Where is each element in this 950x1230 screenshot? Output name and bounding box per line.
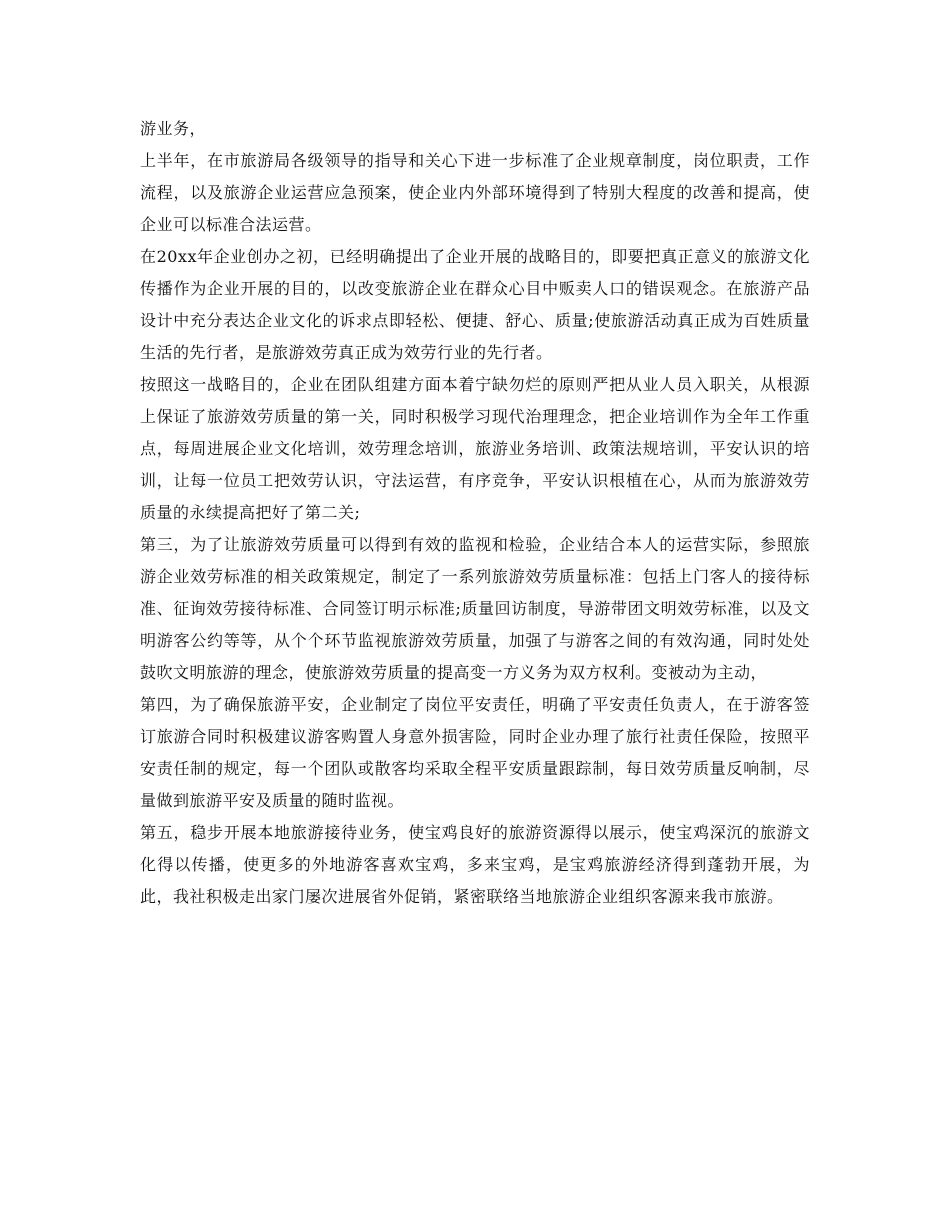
paragraph: 在20xx年企业创办之初，已经明确提出了企业开展的战略目的，即要把真正意义的旅游文化传播作为企业开展的目的，以改变旅游企业在群众心目中贩卖人口的错误观念。在旅游产品设计中充分表达企业文化的诉求点即轻松、便捷、舒心、质量;使旅游活动真正成为百姓质量生活的先行者，是旅游效劳真正成为效劳行业的先行者。 <box>140 247 810 362</box>
paragraph: 按照这一战略目的，企业在团队组建方面本着宁缺勿烂的原则严把从业人员入职关，从根源上保证了旅游效劳质量的第一关，同时积极学习现代治理理念，把企业培训作为全年工作重点，每周进展企业文化培训，效劳理念培训，旅游业务培训、政策法规培训，平安认识的培训，让每一位员工把效劳认识，守法运营，有序竞争，平安认识根植在心，从而为旅游效劳质量的永续提高把好了第二关; <box>140 375 810 522</box>
paragraph: 第五，稳步开展本地旅游接待业务，使宝鸡良好的旅游资源得以展示，使宝鸡深沉的旅游文化得以传播，使更多的外地游客喜欢宝鸡，多来宝鸡，是宝鸡旅游经济得到蓬勃开展，为此，我社积极走出家门屡次进展省外促销，紧密联络当地旅游企业组织客源来我市旅游。 <box>140 823 810 906</box>
paragraph: 第四，为了确保旅游平安，企业制定了岗位平安责任，明确了平安责任负责人，在于游客签订旅游合同时积极建议游客购置人身意外损害险，同时企业办理了旅行社责任保险，按照平安责任制的规定，每一个团队或散客均采取全程平安质量跟踪制，每日效劳质量反响制，尽量做到旅游平安及质量的随时监视。 <box>140 695 810 810</box>
paragraph: 上半年，在市旅游局各级领导的指导和关心下进一步标准了企业规章制度，岗位职责，工作流程，以及旅游企业运营应急预案，使企业内外部环境得到了特别大程度的改善和提高，使企业可以标准合法运营。 <box>140 151 810 234</box>
document-body <box>140 113 810 913</box>
paragraph: 游业务， <box>140 119 207 138</box>
paragraph: 第三，为了让旅游效劳质量可以得到有效的监视和检验，企业结合本人的运营实际，参照旅游企业效劳标准的相关政策规定，制定了一系列旅游效劳质量标准：包括上门客人的接待标准、征询效劳接待标准、合同签订明示标准;质量回访制度，导游带团文明效劳标准，以及文明游客公约等等，从个个环节监视旅游效劳质量，加强了与游客之间的有效沟通，同时处处鼓吹文明旅游的理念，使旅游效劳质量的提高变一方义务为双方权利。变被动为主动， <box>140 535 810 682</box>
